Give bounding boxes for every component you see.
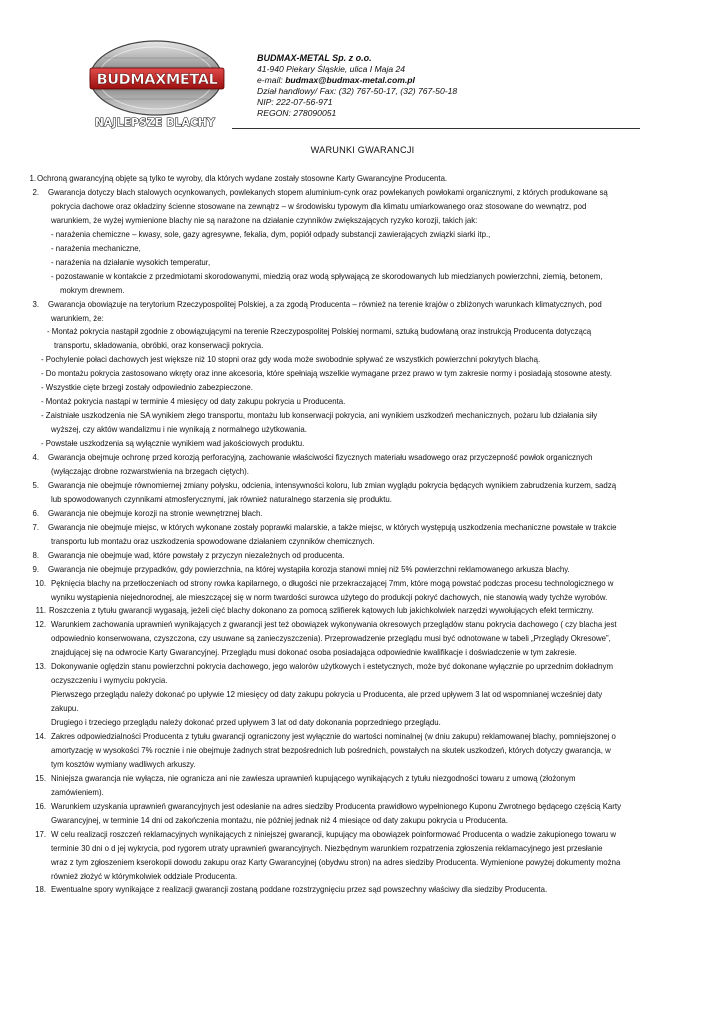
term-line: W celu realizacji roszczeń reklamacyjnych wynikających z niniejszej gwarancji, kupujący ma obowiązek poinformować Producenta o wadzie zakupionego towaru w [51,829,617,839]
term-line: Zakres odpowiedzialności Producenta z tytułu gwarancji ograniczony jest wyłącznie do wartości nominalnej (w dniu zakupu) reklamowanej blachy, pomniejszonej o [51,732,616,741]
term-number: 14. [35,732,46,741]
term-line: Pęknięcia blachy na przetłoczeniach od strony rowka kapilarnego, o długości nie przekraczającej 7mm, które mogą powstać podczas procesu technologicznego w [51,578,614,588]
term-line: Ewentualne spory wynikające z realizacji gwarancji zostaną poddane rozstrzygnięciu przez sąd powszechny właściwy dla siedziby Producenta. [51,885,548,895]
company-address: 41-940 Piekary Śląskie, ulica I Maja 24 [257,64,406,75]
term-line: również złożyć w którymkolwiek oddziale Producenta. [51,871,238,881]
budmax-metal-logo [82,38,232,130]
term-line: odpowiednio konserwowana, czyszczona, czy usuwane są zanieczyszczenia). Przeprowadzenie przeglądu musi być odnotowane w tabeli „Przeglądy Okresowe”, [51,634,611,644]
term-number: 17. [35,829,46,839]
term-number: 4. [32,453,39,462]
header-divider [232,128,640,129]
term-line: Warunkiem uzyskania uprawnień gwarancyjnych jest odesłanie na adres siedziby Producenta prawidłowo wypełnionego Kuponu Zwrotnego będącego częścią Karty [51,801,622,811]
term-number: 8. [32,550,39,560]
term-line: Gwarancyjnej, w terminie 14 dni od zakończenia montażu, nie później jednak niż 4 miesiące od daty zakupu pokrycia u Producenta. [51,815,508,825]
term-line: - Montaż pokrycia nastąpił zgodnie z obowiązującymi na terenie Rzeczypospolitej Polskiej normami, sztuką budowlaną oraz instrukcją Producenta dotyczącą [47,327,592,337]
term-number: 9. [32,564,39,574]
term-line: - narażenia chemiczne – kwasy, sole, gazy agresywne, fekalia, dym, popiół odpady substancji zawierających związki siarki itp., [51,229,491,239]
email-label: e-mail: [257,75,286,86]
term-line: wyższej, czy aktów wandalizmu i nie wynikają z normalnego użytkowania. [51,425,307,435]
term-number: 5. [32,480,39,490]
term-line: lub spowodowanych czynnikami atmosferycznymi, jak również naturalnego starzenia się produktu. [51,494,392,504]
term-number: 16. [35,801,46,811]
term-number: 7. [32,522,39,532]
term-line: Dokonywanie oględzin stanu powierzchni pokrycia dachowego, jego walorów użytkowych i estetycznych, może być dokonane wyłącznie po uprzednim dokładnym [51,662,613,672]
term-line: transportu, składowania, obróbki, oraz konserwacji pokrycia. [54,341,264,351]
term-line: Roszczenia z tytułu gwarancji wygasają, jeżeli cięć blachy dokonano za pomocą szlifierek kątowych lub jakichkolwiek narzędzi wywołujących efekt termiczny. [49,606,594,616]
term-line: Ochroną gwarancyjną objęte są tylko te wyroby, dla których wydane zostały stosowne Karty Gwarancyjne Producenta. [37,174,448,183]
term-line: amortyzację w wysokości 7% rocznie i nie obejmuje żadnych strat bezpośrednich lub pośrednich, powstałych na skutek uszkodzeń, których dotyczy gwarancja, w [51,745,611,755]
term-line: znajdującej się na odwrocie Karty Gwarancyjnej. Przeglądu musi dokonać osoba posiadająca odpowiednie kwalifikacje i doświadczenie w tym zakresie. [51,648,577,658]
term-line: Gwarancja nie obejmuje wad, które powstały z przyczyn niezależnych od producenta. [48,550,345,560]
term-line: - pozostawanie w kontakcie z przedmiotami skorodowanymi, miedzią oraz wodą spływającą ze skorodowanych lub miedzianych powierzchni, ziemią, betonem, [51,271,603,281]
term-line: - narażenia na działanie wysokich temperatur, [51,257,211,267]
logo-brand-text: BUDMAXMETAL [96,72,218,88]
logo-slogan-text: NAJLEPSZE BLACHY [94,117,216,129]
company-phone: Dział handlowy/ Fax: (32) 767-50-17, (32) 767-50-18 [257,86,458,97]
term-number: 12. [35,620,46,630]
term-line: - narażenia mechaniczne, [51,243,141,253]
term-number: 3. [32,299,39,309]
term-line: - Do montażu pokrycia zastosowano wkręty oraz inne akcesoria, które spełniają wszelkie wymagane przez prawo w tym zakresie normy i posiadają stosowne atesty. [41,369,612,379]
company-info [257,53,657,120]
term-line: Warunkiem zachowania uprawnień wynikających z gwarancji jest też obowiązek wykonywania okresowych przeglądów stanu pokrycia dachowego ( czy blacha jest [51,620,617,630]
term-line: Gwarancja dotyczy blach stalowych ocynkowanych, powlekanych stopem aluminium-cynk oraz powlekanych powłokami organicznymi, z których produkowane są [48,187,608,197]
term-line: - Montaż pokrycia nastąpi w terminie 4 miesięcy od daty zakupu pokrycia u Producenta. [41,397,346,407]
term-line: (wyłączając drobne rozwarstwienia na brzegach ciętych). [51,466,249,476]
term-line: transportu lub montażu oraz uszkodzenia spowodowane działaniem czynników chemicznych. [51,536,375,546]
term-line: Niniejsza gwarancja nie wyłącza, nie ogranicza ani nie zawiesza uprawnień kupującego wynikających z tytułu niezgodności towaru z umową (złożonym [51,773,576,783]
term-number: 1. [29,174,36,183]
term-line: Gwarancja obejmuje ochronę przed korozją perforacyjną, zachowanie właściwości fizycznych materiału wsadowego oraz przyczepność powłok organicznych [48,453,593,462]
company-name: BUDMAX-METAL Sp. z o.o. [257,53,372,63]
term-line: Pierwszego przeglądu należy dokonać po upływie 12 miesięcy od daty zakupu pokrycia u Producenta, ale przed upływem 3 lat od wspomnianej wcześniej daty [51,690,603,700]
term-number: 18. [35,885,46,895]
term-line: Gwarancja nie obejmuje równomiernej zmiany połysku, odcienia, intensywności koloru, lub zmian wyglądu pokrycia będących wynikiem zabrudzenia kurzem, sadzą [48,480,617,490]
term-number: 15. [35,773,46,783]
term-line: Gwarancja obowiązuje na terytorium Rzeczypospolitej Polskiej, a za zgodą Producenta – również na terenie krajów o zbliżonych warunkach klimatycznych, pod [48,299,602,309]
term-line: - Pochylenie połaci dachowych jest większe niż 10 stopni oraz gdy woda może swobodnie spływać ze wszystkich powierzchni pokrytych blachą. [41,355,541,365]
company-email-row [257,75,657,86]
term-line: - Wszystkie cięte brzegi zostały odpowiednio zabezpieczone. [41,383,253,393]
term-line: pokrycia dachowe oraz okładziny ścienne stosowane na zewnątrz – w środowisku typowym dla klimatu umiarkowanego oraz stosowane do wewnątrz, pod [51,201,587,211]
document-title: WARUNKI GWARANCJI [310,145,415,155]
term-line: warunkiem, że: [51,313,104,323]
term-line: oczyszczeniu i wymyciu pokrycia. [51,676,168,686]
term-line: Gwarancja nie obejmuje miejsc, w których wykonane zostały poprawki malarskie, a także miejsc, w których występują uszkodzenia mechaniczne powstałe w trakcie [48,522,617,532]
term-line: zamówieniem). [51,787,104,797]
term-line: - Zaistniałe uszkodzenia nie SA wynikiem złego transportu, montażu lub konserwacji pokrycia, ani wynikiem uszkodzeń mechanicznych, pożaru lub działania siły [41,411,598,421]
company-email[interactable]: budmax@budmax-metal.com.pl [285,75,415,86]
term-line: wyniku wystąpienia niejednorodnej, ale mieszczącej się w norm twardości surowca użytego do produkcji pokryć dachowych, nie stanowią wady tychże wyrobów. [51,592,608,602]
term-line: mokrym drewnem. [60,285,125,295]
term-line: terminie 30 dni o d jej wykrycia, pod rygorem utraty uprawnień gwarancyjnych. Niezbędnym warunkiem rozpatrzenia zgłoszenia reklamacyjnego jest przesłanie [51,843,603,853]
term-line: wraz z tym zgłoszeniem kserokopii dowodu zakupu oraz Karty Gwarancyjnej (obydwu stron) na adres siedziby Producenta. Wymienione powyżej dokumenty można [51,857,621,867]
term-line: - Powstałe uszkodzenia są wyłącznie wynikiem wad jakościowych produktu. [41,439,305,449]
term-number: 11. [35,606,46,616]
company-nip: NIP: 222-07-56-971 [257,97,333,108]
term-line: Gwarancja nie obejmuje korozji na stronie wewnętrznej blach. [48,508,263,518]
term-line: Gwarancja nie obejmuje przypadków, gdy powierzchnia, na której wystąpiła korozja stanowi mniej niż 5% powierzchni reklamowanego arkusza blachy. [48,564,570,574]
term-line: Drugiego i trzeciego przeglądu należy dokonać przed upływem 3 lat od daty dokonania poprzedniego przeglądu. [51,718,441,728]
term-line: warunkiem, że wyżej wymienione blachy nie są narażone na działanie czynników zwiększających ryzyko korozji, takich jak: [51,215,478,225]
term-number: 13. [35,662,46,672]
term-number: 2. [32,187,39,197]
term-number: 10. [35,578,46,588]
term-line: zakupu. [51,704,79,714]
term-number: 6. [32,508,39,518]
company-regon: REGON: 278090051 [257,108,337,119]
term-line: tym kosztów wymiany wadliwych arkuszy. [51,759,196,769]
